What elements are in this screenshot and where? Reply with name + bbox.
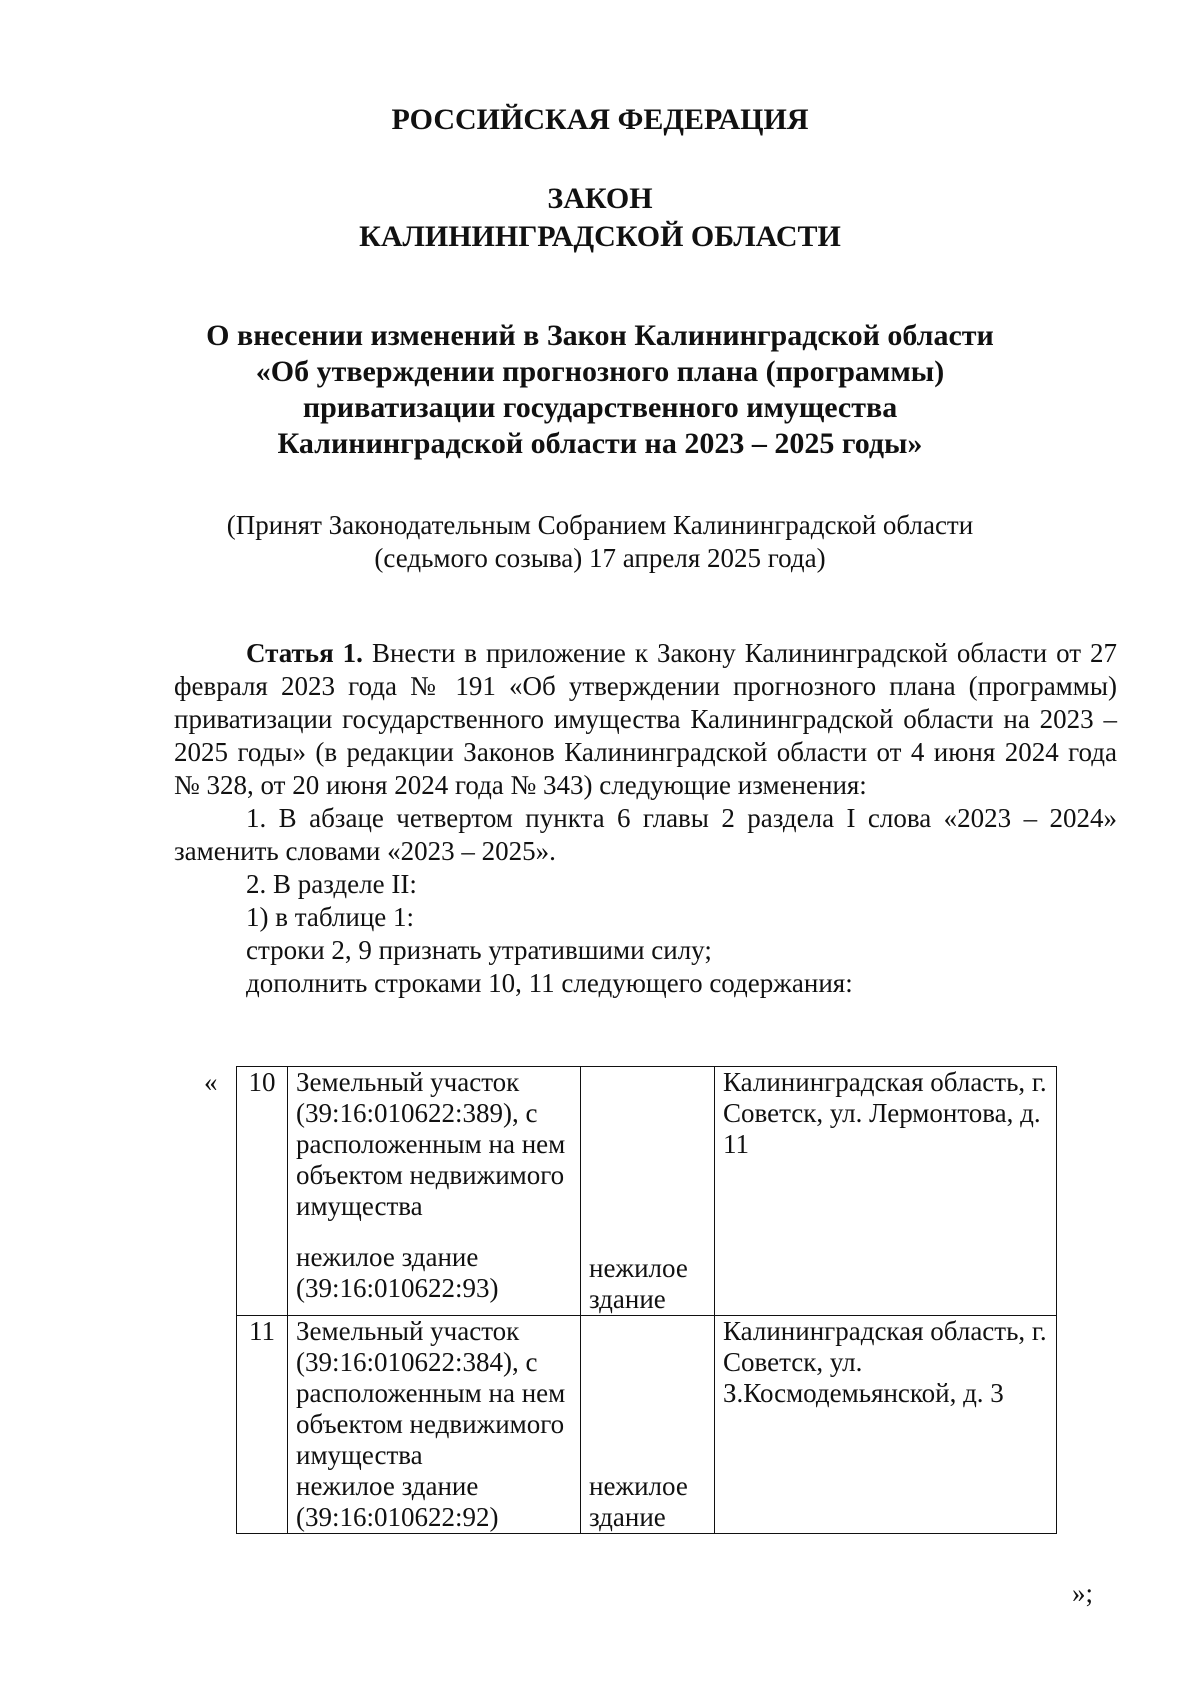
adoption-note-line: (Принят Законодательным Собранием Калининградской области [226,510,974,540]
address: Калининградская область, г. Советск, ул. Лермонтова, д. 11 [723,1067,1047,1159]
country-heading: РОССИЙСКАЯ ФЕДЕРАЦИЯ [391,103,809,136]
article-label: Статья 1. [246,638,363,668]
table-open-quote: « [204,1067,218,1097]
address-cell [715,1316,1057,1534]
table-row [237,1067,1057,1316]
amendment-item-2: 2. В разделе II: [246,869,417,899]
address: Калининградская область, г. Советск, ул. З.Космодемьянской, д. 3 [723,1316,1047,1408]
object-type-cell [581,1316,715,1534]
amendment-table [236,1066,1057,1534]
object-description: Земельный участок (39:16:010622:389), с расположенным на нем объектом недвижимого имущества [296,1067,566,1221]
row-number: 11 [249,1316,275,1346]
row-number: 10 [248,1067,276,1097]
law-heading [0,180,1200,256]
law-heading-line: КАЛИНИНГРАДСКОЙ ОБЛАСТИ [359,220,841,253]
amendment-table-wrapper [236,1066,1056,1534]
law-title [100,318,1100,462]
amendment-subitem-1: 1) в таблице 1: [246,902,415,932]
row-number-cell [237,1316,288,1534]
law-heading-line: ЗАКОН [547,182,653,215]
law-title-line: Калининградской области на 2023 – 2025 годы» [277,427,923,460]
object-type: нежилое здание [589,1253,688,1314]
building-description: нежилое здание (39:16:010622:93) [296,1242,499,1303]
adoption-note-line: (седьмого созыва) 17 апреля 2025 года) [374,543,826,573]
object-cell [288,1067,581,1316]
article-text: Внести в приложение к Закону Калининградской области от 27 февраля 2023 года № 191 «Об утверждении прогнозного плана (программы) приватизации государственного имущества Калининградской области на 2023 – 2025 годы» (в редакции Законов Калининградской области от 4 июня 2024 года № 328, от 20 июня 2024 года № 343) следующие изменения: [174,638,1118,800]
law-title-line: О внесении изменений в Закон Калининградской области [206,319,994,352]
table-close-quote: »; [1072,1578,1094,1608]
building-description: нежилое здание (39:16:010622:92) [296,1471,499,1532]
address-cell [715,1067,1057,1316]
amendment-item-1: 1. В абзаце четвертом пункта 6 главы 2 раздела I слова «2023 – 2024» заменить словами «2023 – 2025». [174,803,1117,866]
law-title-line: приватизации государственного имущества [302,391,898,424]
amendment-clause-b: дополнить строками 10, 11 следующего содержания: [246,968,853,998]
object-type-cell [581,1067,715,1316]
object-cell [288,1316,581,1534]
amendment-clause-a: строки 2, 9 признать утратившими силу; [246,935,712,965]
object-description: Земельный участок (39:16:010622:384), с расположенным на нем объектом недвижимого имущества [296,1316,566,1470]
row-number-cell [237,1067,288,1316]
table-row [237,1316,1057,1534]
adoption-note [150,509,1050,575]
article-1 [174,637,1117,802]
object-type: нежилое здание [589,1471,688,1532]
law-title-line: «Об утверждении прогнозного плана (программы) [255,355,945,388]
law-body [174,637,1117,1000]
